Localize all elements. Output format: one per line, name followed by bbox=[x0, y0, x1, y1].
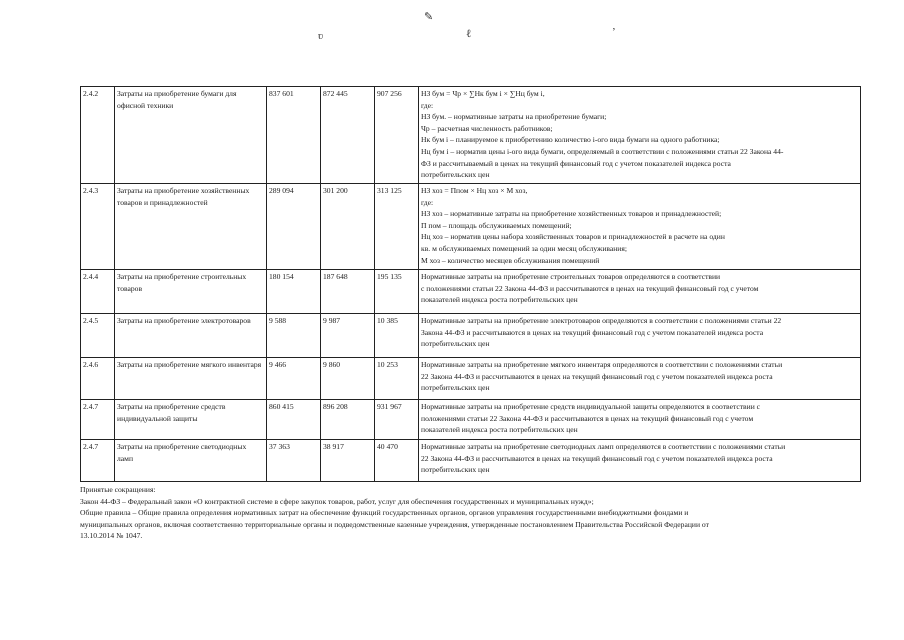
row-value-2: 896 208 bbox=[321, 400, 375, 440]
notes-line: Закон 44-ФЗ – Федеральный закон «О контрактной системе в сфере закупок товаров, работ, услуг для обеспечения государственных и муниципальных нужд»; bbox=[80, 496, 594, 506]
table-row bbox=[81, 314, 861, 358]
description-line: НЗ хоз = Ппом × Нц хоз × М хоз, bbox=[421, 186, 528, 195]
description-line: П пом – площадь обслуживаемых помещений; bbox=[421, 220, 572, 230]
table-row bbox=[81, 184, 861, 270]
row-code: 2.4.5 bbox=[81, 314, 115, 358]
table-row bbox=[81, 358, 861, 400]
row-code: 2.4.4 bbox=[81, 270, 115, 314]
description-line: Нормативные затраты на приобретение электротоваров определяются в соответствии с положениями статьи 22 bbox=[421, 316, 782, 325]
description-line: М хоз – количество месяцев обслуживания помещений bbox=[421, 255, 600, 265]
row-name: Затраты на приобретение строительных товаров bbox=[115, 270, 267, 314]
row-description bbox=[419, 400, 861, 440]
description-line: потребительских цен bbox=[421, 170, 490, 180]
row-value-2: 9 987 bbox=[321, 314, 375, 358]
description-line: НЗ бум = Чр × ∑Нк бум i × ∑Нц бум i, bbox=[421, 89, 545, 98]
row-code: 2.4.2 bbox=[81, 87, 115, 184]
row-value-3: 10 253 bbox=[375, 358, 419, 400]
notes-heading: Принятые сокращения: bbox=[80, 485, 156, 494]
table-row bbox=[81, 400, 861, 440]
row-value-1: 37 363 bbox=[267, 440, 321, 482]
notes-line: Общие правила – Общие правила определения нормативных затрат на обеспечение функций государственных органов, органов управления государственными внебюджетными фондами и bbox=[80, 508, 689, 517]
description-line: с положениями статьи 22 Закона 44-ФЗ и рассчитываются в ценах на текущий финансовый год с учетом bbox=[421, 283, 759, 293]
description-line: потребительских цен bbox=[421, 339, 490, 349]
description-line: ФЗ и рассчитываемый в ценах на текущий финансовый год с учетом показателей индекса роста bbox=[421, 158, 731, 168]
row-description bbox=[419, 184, 861, 270]
row-code: 2.4.7 bbox=[81, 440, 115, 482]
row-value-1: 180 154 bbox=[267, 270, 321, 314]
row-value-1: 837 601 bbox=[267, 87, 321, 184]
row-value-1: 289 094 bbox=[267, 184, 321, 270]
notes-line: муниципальных органов, включая соответственно территориальные органы и подведомственные казенные учреждения, утвержденные постановлением Правительства Российской Федерации от bbox=[80, 519, 709, 529]
row-value-3: 40 470 bbox=[375, 440, 419, 482]
row-name: Затраты на приобретение электротоваров bbox=[115, 314, 267, 358]
scan-marks bbox=[0, 0, 904, 60]
row-name: Затраты на приобретение светодиодных ламп bbox=[115, 440, 267, 482]
scan-mark: ʼ bbox=[612, 26, 616, 38]
abbreviations-notes bbox=[80, 484, 870, 542]
row-value-2: 38 917 bbox=[321, 440, 375, 482]
row-code: 2.4.6 bbox=[81, 358, 115, 400]
row-description bbox=[419, 270, 861, 314]
description-line: Нормативные затраты на приобретение светодиодных ламп определяются в соответствии с положениями статьи bbox=[421, 442, 786, 451]
row-description bbox=[419, 314, 861, 358]
description-line: НЗ хоз – нормативные затраты на приобретение хозяйственных товаров и принадлежностей; bbox=[421, 209, 722, 219]
description-line: потребительских цен bbox=[421, 465, 490, 475]
row-description bbox=[419, 440, 861, 482]
table-row bbox=[81, 270, 861, 314]
scan-mark: ʋ bbox=[318, 30, 324, 42]
description-line: НЗ бум. – нормативные затраты на приобретение бумаги; bbox=[421, 112, 607, 122]
row-value-2: 9 860 bbox=[321, 358, 375, 400]
row-value-3: 313 125 bbox=[375, 184, 419, 270]
row-name: Затраты на приобретение мягкого инвентаря bbox=[115, 358, 267, 400]
row-value-1: 860 415 bbox=[267, 400, 321, 440]
description-line: Чр – расчетная численность работников; bbox=[421, 123, 553, 133]
description-line: кв. м обслуживаемых помещений за один месяц обслуживания; bbox=[421, 243, 627, 253]
description-line: Нормативные затраты на приобретение средств индивидуальной защиты определяются в соответствии с bbox=[421, 402, 761, 411]
description-line: показателей индекса роста потребительских цен bbox=[421, 425, 578, 435]
description-line: где: bbox=[421, 100, 434, 110]
row-value-3: 10 385 bbox=[375, 314, 419, 358]
scan-mark: ✎ bbox=[424, 11, 434, 23]
row-value-2: 872 445 bbox=[321, 87, 375, 184]
scan-mark: ℓ bbox=[466, 28, 472, 40]
row-name: Затраты на приобретение средств индивидуальной защиты bbox=[115, 400, 267, 440]
description-line: Нк бум i – планируемое к приобретению количество i-ого вида бумаги на одного работника; bbox=[421, 135, 720, 145]
description-line: Нц бум i – норматив цены i-ого вида бумаги, определяемый в соответствии с положениями статьи 22 Закона 44- bbox=[421, 146, 784, 156]
table-row bbox=[81, 440, 861, 482]
row-value-3: 931 967 bbox=[375, 400, 419, 440]
description-line: потребительских цен bbox=[421, 383, 490, 393]
table-row bbox=[81, 87, 861, 184]
description-line: Нормативные затраты на приобретение строительных товаров определяются в соответствии bbox=[421, 272, 721, 281]
row-value-2: 187 648 bbox=[321, 270, 375, 314]
description-line: Нормативные затраты на приобретение мягкого инвентаря определяются в соответствии с положениями статьи bbox=[421, 360, 783, 369]
row-description bbox=[419, 87, 861, 184]
row-description bbox=[419, 358, 861, 400]
row-name: Затраты на приобретение хозяйственных товаров и принадлежностей bbox=[115, 184, 267, 270]
description-line: 22 Закона 44-ФЗ и рассчитываются в ценах на текущий финансовый год с учетом показателей индекса роста bbox=[421, 453, 773, 463]
description-line: Закона 44-ФЗ и рассчитываются в ценах на текущий финансовый год с учетом показателей индекса роста bbox=[421, 327, 764, 337]
row-name: Затраты на приобретение бумаги для офисной техники bbox=[115, 87, 267, 184]
description-line: показателей индекса роста потребительских цен bbox=[421, 295, 578, 305]
notes-line: 13.10.2014 № 1047. bbox=[80, 531, 143, 540]
row-value-1: 9 588 bbox=[267, 314, 321, 358]
row-value-3: 907 256 bbox=[375, 87, 419, 184]
row-code: 2.4.3 bbox=[81, 184, 115, 270]
cost-table bbox=[80, 86, 861, 482]
row-value-3: 195 135 bbox=[375, 270, 419, 314]
description-line: положениями статьи 22 Закона 44-ФЗ и рассчитываются в ценах на текущий финансовый год с учетом bbox=[421, 413, 754, 423]
description-line: 22 Закона 44-ФЗ и рассчитываются в ценах на текущий финансовый год с учетом показателей индекса роста bbox=[421, 371, 773, 381]
description-line: где: bbox=[421, 197, 434, 207]
row-value-1: 9 466 bbox=[267, 358, 321, 400]
description-line: Нц хоз – норматив цены набора хозяйственных товаров и принадлежностей в расчете на один bbox=[421, 232, 725, 242]
row-code: 2.4.7 bbox=[81, 400, 115, 440]
row-value-2: 301 200 bbox=[321, 184, 375, 270]
